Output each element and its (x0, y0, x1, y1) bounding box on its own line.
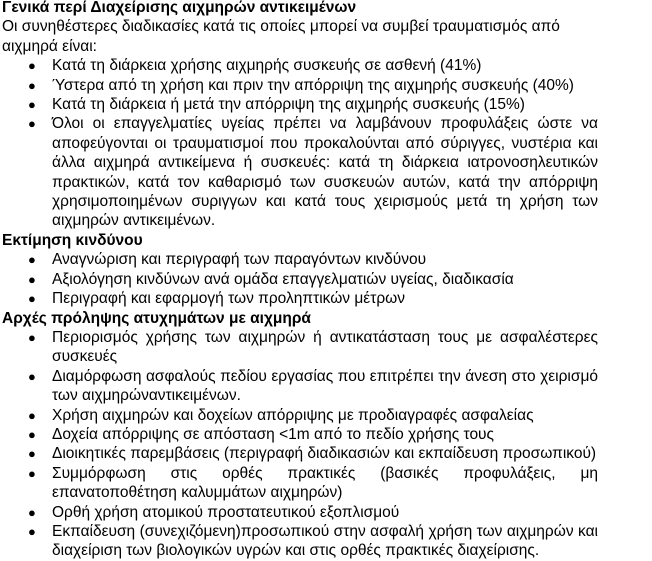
list-item-text: Περιορισμός χρήσης των αιχμηρών ή αντικατάσταση τους με ασφαλέστερες συσκευές (52, 328, 598, 366)
bullet-icon: ● (28, 446, 36, 462)
list-item-text: Διοικητικές παρεμβάσεις (περιγραφή διαδικασιών και εκπαίδευση προσωπικού) (52, 445, 597, 463)
list-item-text: Ύστερα από τη χρήση και πριν την απόρριψη της αιχμηρής συσκευής (40%) (52, 76, 574, 94)
list-item (2, 406, 598, 425)
bullet-list-general (2, 56, 598, 231)
bullet-icon: ● (28, 407, 36, 423)
list-item (2, 56, 598, 75)
list-item-text: Αναγνώριση και περιγραφή των παραγόντων κινδύνου (52, 251, 427, 269)
section-heading-prevention: Αρχές πρόληψης ατυχημάτων με αιχμηρά (2, 309, 311, 327)
bullet-icon: ● (28, 252, 36, 268)
list-item-text: Όλοι οι επαγγελματίες υγείας πρέπει να λαμβάνουν προφυλάξεις ώστε να αποφεύγονται οι τραυματισμοί που προκαλούνται από σύριγγες, νυστέρια και άλλα αιχμηρά αντικείμενα ή συσκευές: κατά τη διάρκεια ιατρονοσηλευτικών πρακτικών, κατά τον καθαρισμό των συσκευών αυτών, κατά την απόρριψη χρησιμοποιημένων συριγγων και κατά τους χειρισμούς μετά τη χρήση των αιχμηρών αντικειμένων. (52, 115, 598, 230)
bullet-icon: ● (28, 271, 36, 287)
bullet-icon: ● (28, 58, 36, 74)
bullet-icon: ● (28, 523, 36, 539)
bullet-list-prevention (2, 328, 598, 561)
list-item-text: Συμμόρφωση στις ορθές πρακτικές (βασικές προφυλάξεις, μη επανατοποθέτηση καλυμμάτων αιχμηρών) (52, 464, 598, 502)
list-item (2, 114, 598, 230)
bullet-icon: ● (28, 329, 36, 345)
list-item (2, 503, 598, 522)
list-item (2, 464, 598, 503)
list-item (2, 270, 598, 289)
list-item (2, 367, 598, 406)
bullet-icon: ● (28, 426, 36, 442)
list-item-text: Κατά τη διάρκεια χρήσης αιχμηρής συσκευής σε ασθενή (41%) (52, 57, 482, 75)
intro-paragraph: Οι συνηθέστερες διαδικασίες κατά τις οποίες μπορεί να συμβεί τραυματισμός από αιχμηρά είναι: (2, 18, 560, 55)
bullet-icon: ● (28, 465, 36, 481)
bullet-icon: ● (28, 291, 36, 307)
list-item (2, 76, 598, 95)
bullet-icon: ● (28, 504, 36, 520)
list-item (2, 444, 598, 463)
list-item-text: Περιγραφή και εφαρμογή των προληπτικών μέτρων (52, 290, 405, 308)
bullet-icon: ● (28, 97, 36, 113)
section-heading-general: Γενικά περί Διαχείρισης αιχμηρών αντικειμένων (2, 0, 357, 16)
bullet-icon: ● (28, 368, 36, 384)
list-item (2, 522, 598, 561)
bullet-list-risk-assessment (2, 250, 598, 308)
list-item-text: Διαμόρφωση ασφαλούς πεδίου εργασίας που επιτρέπει την άνεση στο χειρισμό των αιχμηρώναντικειμένων. (52, 367, 598, 405)
list-item-text: Εκπαίδευση (συνεχιζόμενη)προσωπικού στην ασφαλή χρήση των αιχμηρών και διαχείριση των βιολογικών υγρών και στις ορθές πρακτικές διαχείρισης. (52, 522, 598, 560)
list-item-text: Κατά τη διάρκεια ή μετά την απόρριψη της αιχμηρής συσκευής (15%) (52, 96, 525, 114)
list-item (2, 425, 598, 444)
list-item-text: Αξιολόγηση κινδύνων ανά ομάδα επαγγελματιών υγείας, διαδικασία (52, 270, 514, 288)
section-heading-risk-assessment: Εκτίμηση κινδύνου (2, 231, 143, 249)
bullet-icon: ● (28, 116, 36, 132)
list-item-text: Ορθή χρήση ατομικού προστατευτικού εξοπλισμού (52, 503, 400, 521)
list-item-text: Χρήση αιχμηρών και δοχείων απόρριψης με προδιαγραφές ασφαλείας (52, 406, 534, 424)
list-item (2, 250, 598, 269)
bullet-icon: ● (28, 77, 36, 93)
list-item (2, 289, 598, 308)
list-item-text: Δοχεία απόρριψης σε απόσταση <1m από το πεδίο χρήσης τους (52, 425, 495, 443)
list-item (2, 95, 598, 114)
list-item (2, 328, 598, 367)
